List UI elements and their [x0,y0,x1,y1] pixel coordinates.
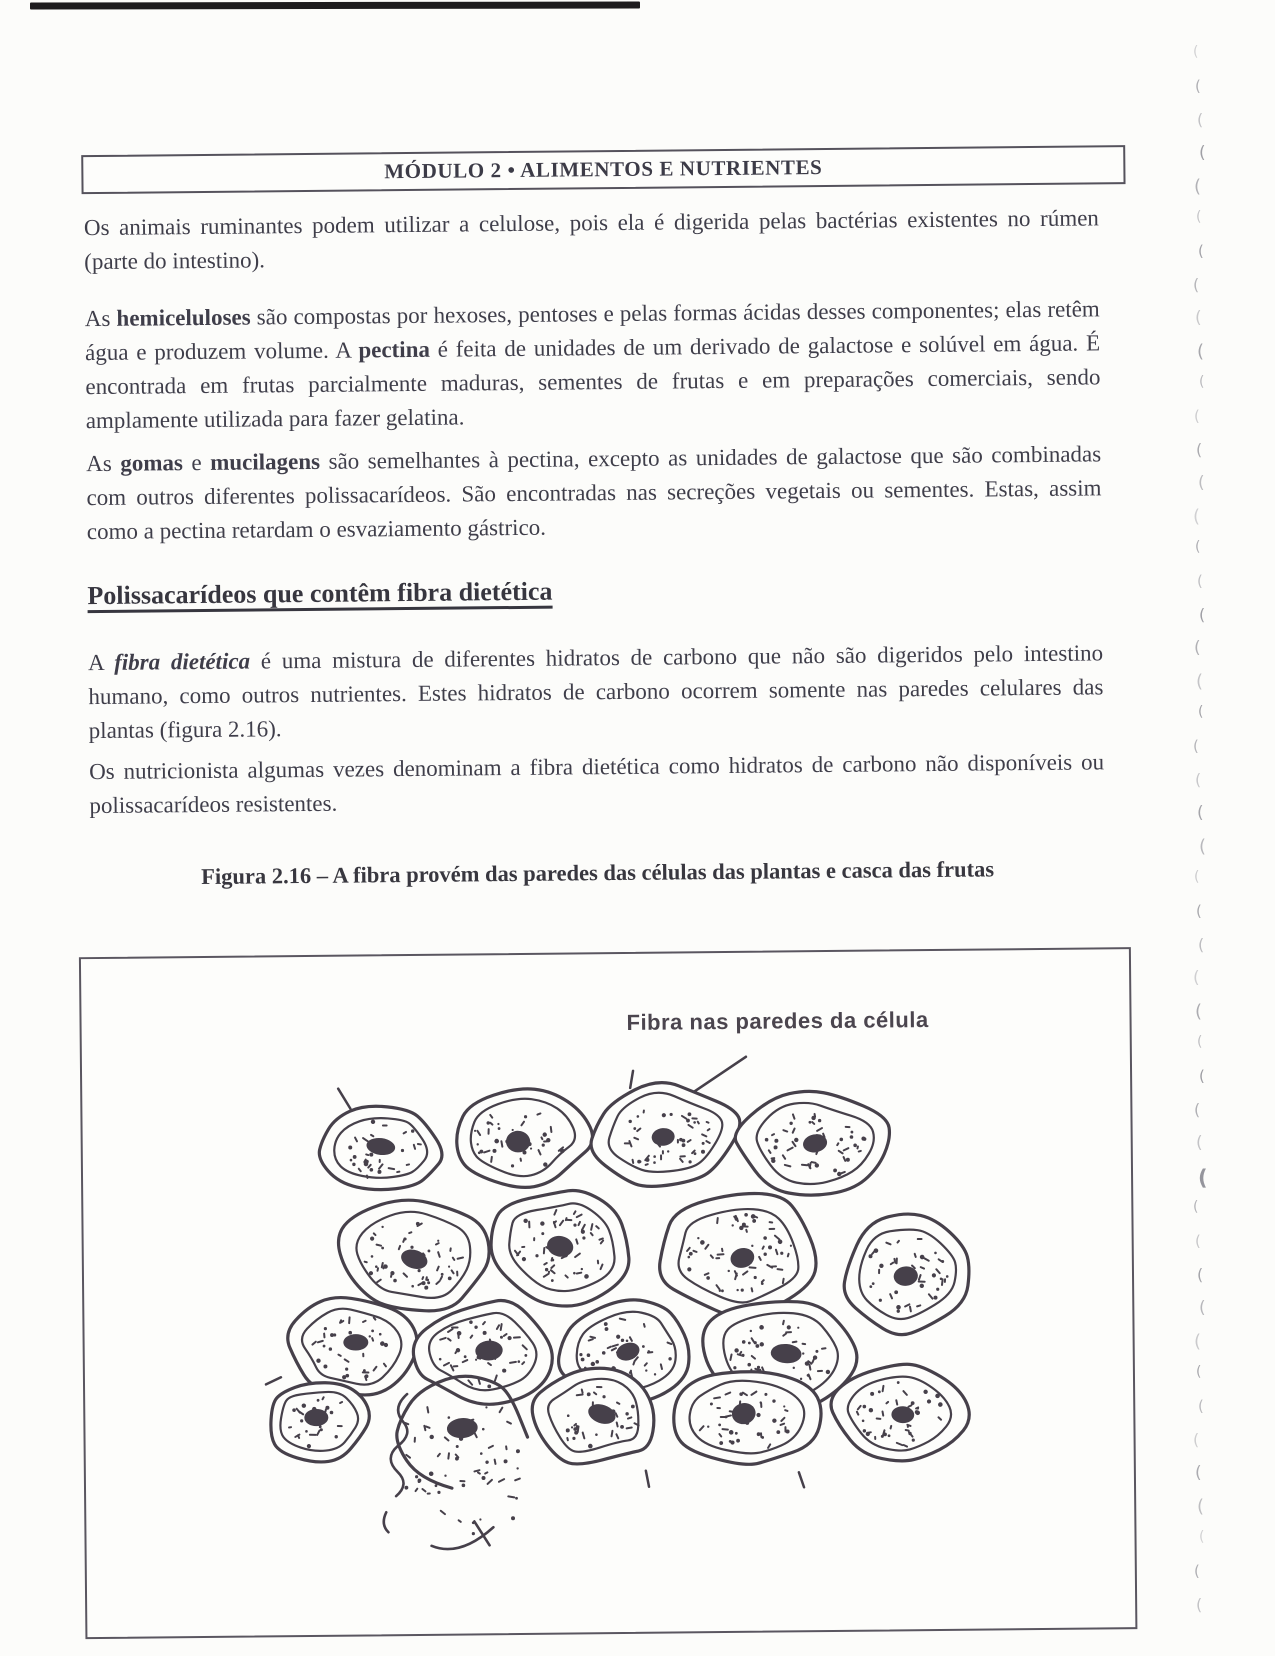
binding-mark: ( [1198,242,1204,260]
binding-mark: ( [1199,143,1206,163]
binding-mark: ( [1198,1166,1208,1190]
binding-mark: ( [1197,1265,1203,1284]
binding-mark: ( [1193,1430,1199,1449]
binding-mark: ( [1194,638,1201,658]
binding-mark: ( [1196,1364,1201,1380]
plant-cell [532,1368,654,1465]
binding-mark: ( [1196,902,1202,920]
module-header [81,145,1125,194]
binding-mark: ( [1197,1496,1204,1517]
plant-cells-illustration [81,949,1135,1637]
figure-box [79,947,1137,1639]
binding-mark: ( [1197,1034,1202,1050]
binding-mark: ( [1193,44,1198,60]
binding-mark: ( [1199,836,1206,857]
binding-mark: ( [1195,539,1200,555]
plant-cell [338,1199,490,1311]
plant-cell [735,1091,890,1196]
binding-mark: ( [1196,1133,1203,1153]
module-header-title: MÓDULO 2 • ALIMENTOS E NUTRIENTES [384,155,822,184]
binding-mark: ( [1194,176,1201,197]
paragraph-gomas-mucilagens: As gomas e mucilagens são semelhantes à pectina, excepto as unidades de galactose que são combinadas com outros diferentes polissacarídeos. São encontradas nas secreções vegetais ou sementes. Estas, assim como a pectina retardam o esvaziamento gástrico. [86,437,1102,549]
binding-mark: ( [1197,110,1203,129]
binding-mark: ( [1193,1199,1198,1215]
binding-mark: ( [1197,803,1204,823]
binding-mark: ( [1195,1232,1201,1250]
paragraph-ruminantes: Os animais ruminantes podem utilizar a celulose, pois ela é digerida pelas bactérias existentes no rúmen (parte do intestino). [84,201,1100,279]
binding-mark: ( [1198,473,1205,493]
binding-mark: ( [1193,737,1199,755]
plant-cell [270,1382,369,1462]
section-heading-polissacarideos: Polissacarídeos que contêm fibra dietética [87,577,552,611]
binding-mark: ( [1194,407,1200,425]
binding-mark: ( [1198,935,1204,954]
binding-mark: ( [1196,440,1202,459]
binding-mark: ( [1199,374,1204,390]
paragraph-hemiceluloses: As hemiceluloses são compostas por hexoses, pentoses e pelas formas ácidas desses componentes; elas retêm água e produzem volume. A pectina é feita de unidades de um derivado de galactose e solúvel em água. É encontrada em frutas parcialmente maduras, sementes de frutas e em preparações comerciais, sendo amplamente utilizada para fazer gelatina. [85,292,1101,438]
plant-cell [659,1193,817,1319]
plant-cell [844,1213,970,1335]
plant-cell [413,1300,553,1405]
binding-mark: ( [1194,1331,1201,1352]
binding-mark: ( [1197,341,1204,362]
plant-cell [590,1082,740,1187]
binding-mark: ( [1193,506,1200,527]
binding-mark: ( [1195,77,1201,95]
plant-cell [673,1371,821,1465]
binding-mark: ( [1193,968,1200,988]
binding-mark: ( [1195,308,1202,328]
binding-mark: ( [1196,1595,1202,1614]
plant-cell [456,1088,593,1188]
binding-mark: ( [1199,1298,1206,1318]
plant-cell [831,1364,970,1462]
binding-mark: ( [1195,1001,1202,1022]
paragraph-fibra-dietetica: A fibra dietética é uma mistura de diferentes hidratos de carbono que não são digeridos pelo intestino humano, como outros nutrientes. Estes hidratos de carbono ocorrem somente nas paredes celulares das plantas (figura 2.16). [88,636,1104,748]
binding-mark: ( [1196,671,1203,692]
binding-mark: ( [1195,1463,1202,1483]
binding-mark: ( [1197,572,1203,590]
binding-mark: ( [1198,704,1203,720]
binding-mark: ( [1193,275,1199,294]
plant-cells [268,1080,972,1537]
binding-mark: ( [1199,605,1205,624]
binding-mark: ( [1196,209,1201,225]
binding-mark: ( [1194,1562,1200,1580]
plant-cell [287,1297,417,1396]
figure-caption: Figura 2.16 – A fibra provém das paredes das células das plantas e casca das frutas [90,855,1105,891]
figure-label: Fibra nas paredes da célula [626,1007,928,1036]
paragraph-nutricionistas: Os nutricionista algumas vezes denominam a fibra dietética como hidratos de carbono não disponíveis ou polissacarídeos resistentes. [89,745,1105,823]
binding-mark: ( [1194,869,1199,885]
binding-mark: ( [1199,1529,1204,1545]
binding-mark: ( [1195,770,1201,789]
binding-mark: ( [1199,1067,1205,1085]
plant-cell [491,1190,630,1307]
binding-mark: ( [1194,1100,1200,1119]
plant-cell [319,1106,442,1191]
binding-mark: ( [1198,1397,1204,1415]
